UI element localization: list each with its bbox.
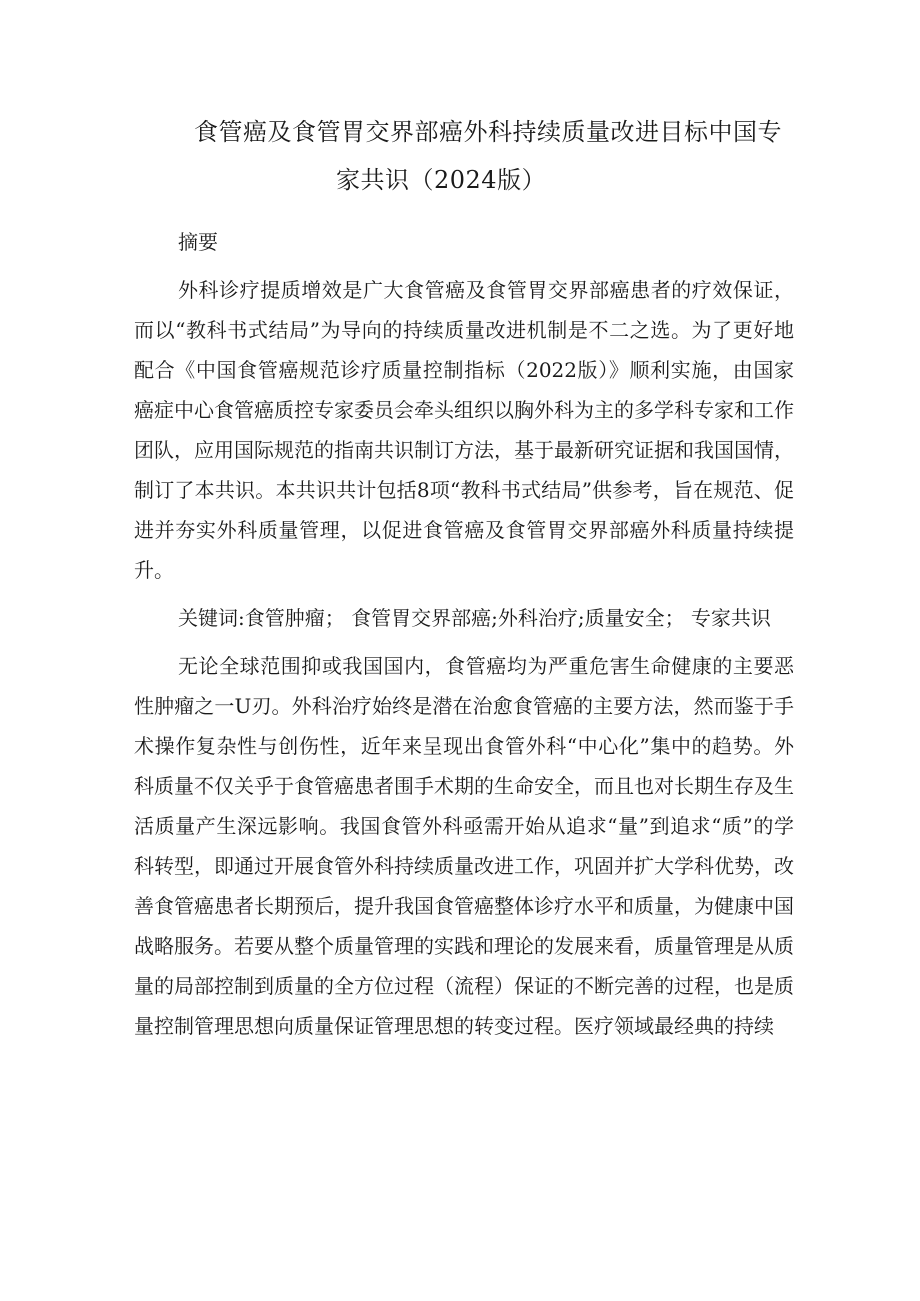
title-line-1: 食管癌及食管胃交界部癌外科持续质量改进目标中国专 bbox=[194, 118, 782, 146]
intro-paragraph: 无论全球范围抑或我国国内，食管癌均为严重危害生命健康的主要恶性肿瘤之一U刃。外科治疗始终是潜在治愈食管癌的主要方法，然而鉴于手术操作复杂性与创伤性，近年来呈现出食管外科“中心化”集中的趋势。外科质量不仅关乎于食管癌患者围手术期的生命安全，而且也对长期生存及生活质量产生深远影响。我国食管外科亟需开始从追求“量”到追求“质”的学科转型，即通过开展食管外科持续质量改进工作，巩固并扩大学科优势，改善食管癌患者长期预后，提升我国食管癌整体诊疗水平和质量，为健康中国战略服务。若要从整个质量管理的实践和理论的发展来看，质量管理是从质量的局部控制到质量的全方位过程（流程）保证的不断完善的过程，也是质量控制管理思想向质量保证管理思想的转变过程。医疗领域最经典的持续 bbox=[134, 654, 794, 1038]
document-title bbox=[128, 108, 792, 204]
abstract-paragraph: 外科诊疗提质增效是广大食管癌及食管胃交界部癌患者的疗效保证，而以“教科书式结局”为导向的持续质量改进机制是不二之选。为了更好地配合《中国食管癌规范诊疗质量控制指标（2022版）》顺利实施，由国家癌症中心食管癌质控专家委员会牵头组织以胸外科为主的多学科专家和工作团队，应用国际规范的指南共识制订方法，基于最新研究证据和我国国情，制订了本共识。本共识共计包括8项“教科书式结局”供参考，旨在规范、促进并夯实外科质量管理，以促进食管癌及食管胃交界部癌外科质量持续提升。 bbox=[134, 278, 794, 582]
document-body bbox=[134, 222, 794, 1046]
title-line-2: 家共识（2024版） bbox=[336, 166, 547, 194]
abstract-heading: 摘要 bbox=[178, 230, 218, 254]
keywords-line: 关键词:食管肿瘤； 食管胃交界部癌;外科治疗;质量安全； 专家共识 bbox=[178, 606, 771, 630]
